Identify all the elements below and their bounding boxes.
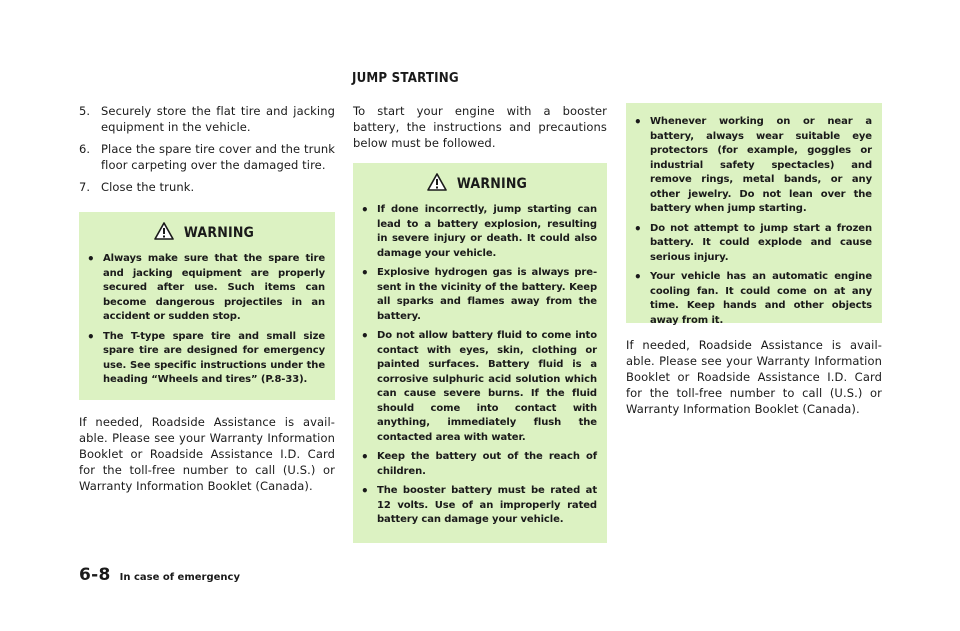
warning-triangle-icon [427, 173, 447, 195]
step-7 [79, 179, 335, 195]
footer-section-name: In case of emergency [119, 572, 240, 583]
bullet-icon: • [87, 329, 95, 344]
middle-column [353, 103, 607, 543]
warning-text: The booster battery must be rated at 12 volts. Use of an improperly rated battery can damage your vehicle. [377, 485, 597, 525]
warning-text: If done incorrectly, jump starting can lead to a battery explosion, resulting in severe injury or death. It could also damage your vehicle. [377, 204, 597, 259]
warning-text: Your vehicle has an automatic engine cooling fan. It could come on at any time. Keep hands and other objects away from it. [650, 271, 872, 326]
warning-text: Whenever working on or near a battery, always wear suitable eye protectors (for example, goggles or industrial safety spectacles) and remove rings, metal bands, or any other jewelry. Do not lean over the battery when jump starting. [650, 116, 872, 214]
step-number: 6. [79, 142, 91, 156]
warning-item [87, 252, 325, 325]
warning-item [361, 266, 597, 324]
warning-text: Always make sure that the spare tire and jacking equipment are properly secured after use. Such items can become dangerous projectiles in an accident or sudden stop. [103, 253, 325, 322]
bullet-icon: • [361, 484, 369, 498]
warning-triangle-icon [154, 222, 174, 244]
bullet-icon: • [361, 450, 369, 464]
warning-item [87, 330, 325, 388]
roadside-assistance-paragraph: If needed, Roadside Assistance is avail-able. Please see your Warranty Information Booklet or Roadside Assistance I.D. Card for the toll-free number to call (U.S.) or Warranty Information Booklet (Canada). [626, 338, 882, 416]
warning-header [361, 173, 597, 195]
warning-box-jump-start [353, 163, 607, 543]
warning-header [87, 222, 325, 244]
warning-list [361, 203, 597, 528]
step-number: 7. [79, 180, 91, 194]
step-5 [79, 103, 335, 135]
step-6 [79, 141, 335, 173]
bullet-icon: • [634, 115, 642, 129]
bullet-icon: • [87, 252, 95, 266]
warning-item [361, 450, 597, 479]
warning-title: WARNING [183, 225, 255, 241]
warning-item [361, 203, 597, 261]
page-number: 6-8 [79, 565, 111, 585]
warning-text: Explosive hydrogen gas is always pre-sent in the vicinity of the battery. Keep all sparks and flames away from the battery. [377, 267, 597, 322]
left-column [79, 103, 335, 494]
warning-item [634, 115, 872, 217]
warning-title: WARNING [456, 176, 528, 192]
right-column [626, 103, 882, 417]
warning-text: The T-type spare tire and small size spare tire are designed for emergency use. See specific instructions under the heading “Wheels and tires” (P.8-33). [103, 330, 325, 385]
bullet-icon: • [361, 329, 369, 343]
bullet-icon: • [634, 270, 642, 284]
step-text: Place the spare tire cover and the trunk floor carpeting over the damaged tire. [101, 142, 335, 172]
jump-start-intro: To start your engine with a booster battery, the instructions and precautions below must be followed. [353, 104, 607, 150]
warning-box-continued [626, 103, 882, 326]
bullet-icon: • [361, 266, 369, 280]
warning-list [634, 115, 872, 328]
warning-text: Do not attempt to jump start a frozen battery. It could explode and cause serious injury. [650, 222, 872, 263]
step-number: 5. [79, 104, 91, 118]
warning-item [361, 329, 597, 445]
bullet-icon: • [361, 203, 369, 217]
section-title: JUMP STARTING [352, 70, 459, 86]
warning-text: Do not allow battery fluid to come into contact with eyes, skin, clothing or painted surfaces. Battery fluid is a corrosive sulphuric acid solution which can cause severe burns. If the fluid should come into contact with anything, immediately flush the contacted area with water. [377, 330, 597, 443]
warning-box-spare-tire [79, 212, 335, 400]
warning-item [634, 222, 872, 266]
warning-list [87, 252, 325, 388]
step-text: Securely store the flat tire and jacking equipment in the vehicle. [101, 104, 335, 134]
step-text: Close the trunk. [101, 180, 195, 194]
bullet-icon: • [634, 221, 642, 236]
warning-text: Keep the battery out of the reach of children. [377, 451, 597, 477]
page-footer [79, 565, 240, 585]
warning-item [361, 484, 597, 528]
roadside-assistance-paragraph: If needed, Roadside Assistance is avail-able. Please see your Warranty Information Booklet or Roadside Assistance I.D. Card for the toll-free number to call (U.S.) or Warranty Information Booklet (Canada). [79, 415, 335, 493]
warning-item [634, 270, 872, 328]
